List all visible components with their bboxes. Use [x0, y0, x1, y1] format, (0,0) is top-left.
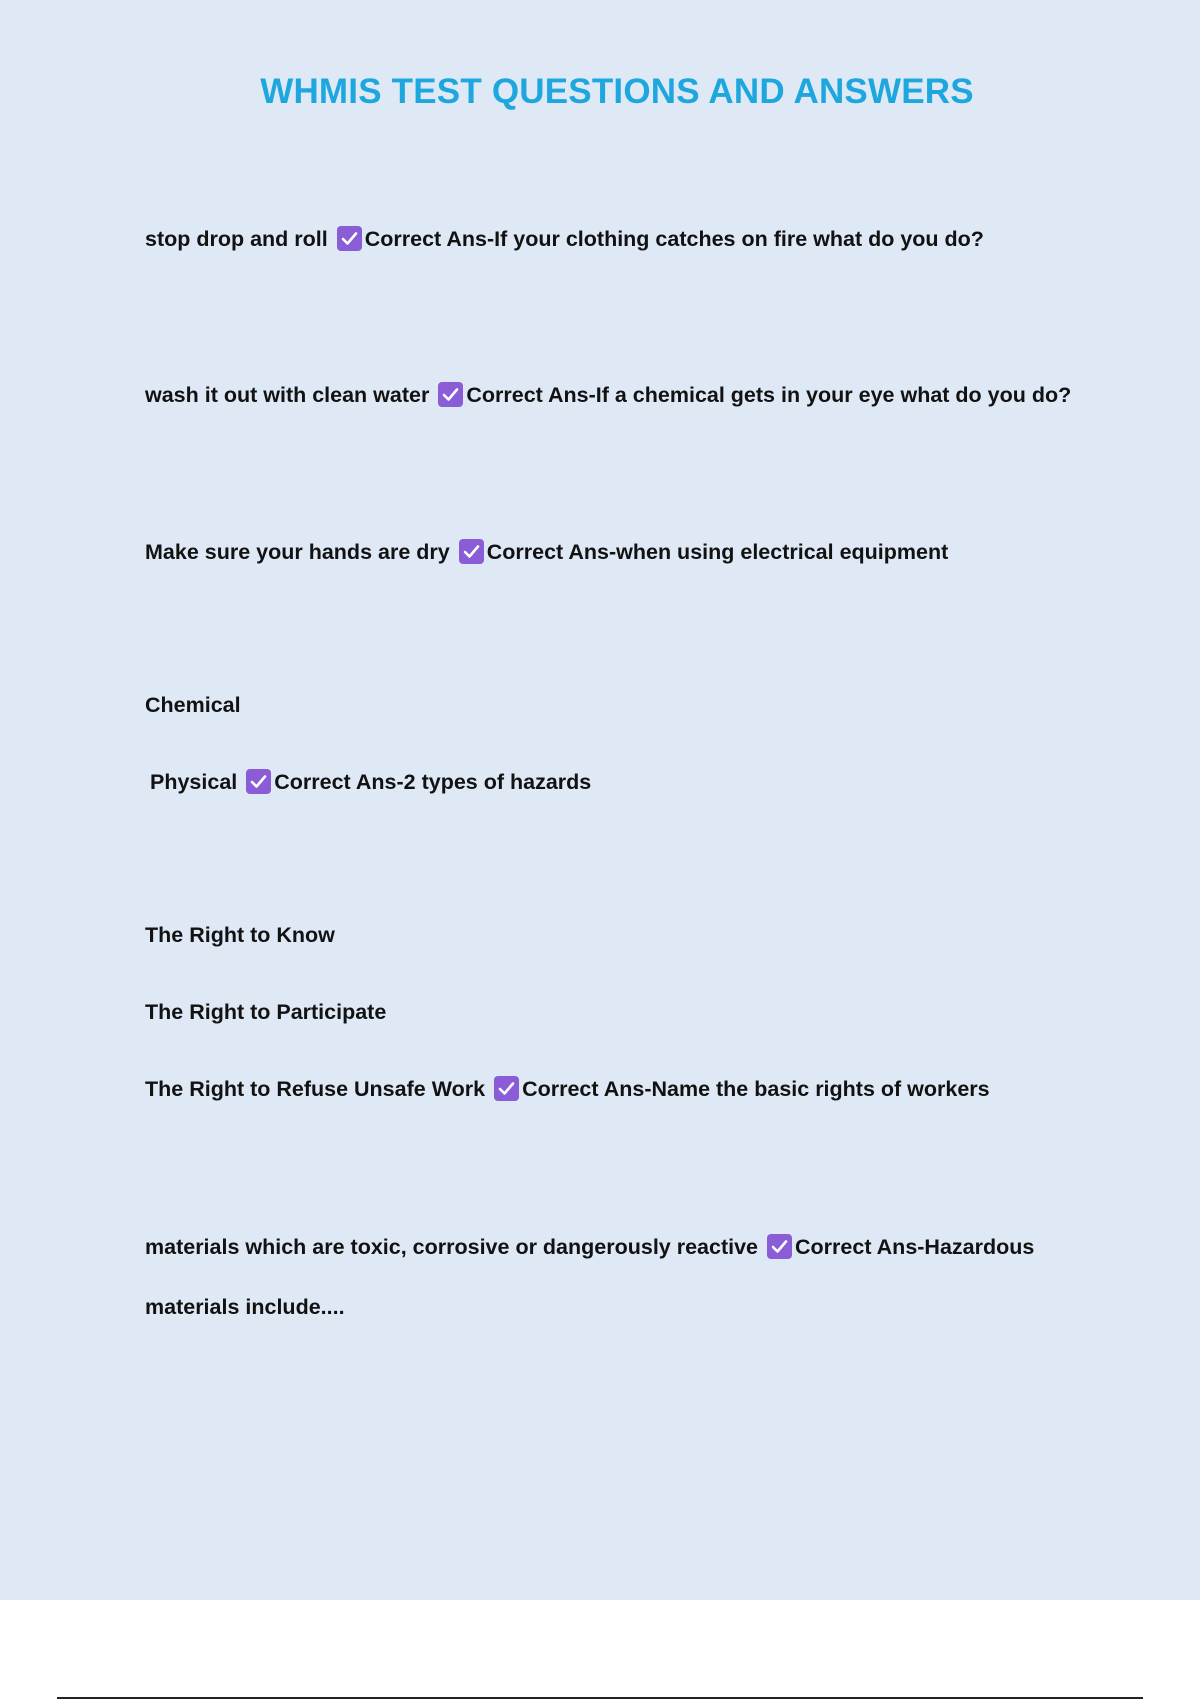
qa-item	[145, 538, 948, 566]
qa-item	[145, 381, 1071, 409]
answer-text: wash it out with clean water	[145, 383, 430, 407]
answer-text: Physical	[150, 770, 238, 794]
answer-text: The Right to Refuse Unsafe Work	[145, 1077, 486, 1101]
answer-line: The Right to Know	[145, 923, 335, 947]
question-text: Correct Ans-If a chemical gets in your eye what do you do?	[466, 383, 1072, 407]
question-continuation: materials include....	[145, 1295, 345, 1319]
checkbox-checked-icon	[767, 1234, 792, 1259]
checkbox-checked-icon	[459, 539, 484, 564]
question-text: Correct Ans-Name the basic rights of workers	[522, 1077, 990, 1101]
question-text: Correct Ans-Hazardous	[795, 1235, 1035, 1259]
answer-text: materials which are toxic, corrosive or dangerously reactive	[145, 1235, 759, 1259]
question-text: Correct Ans-2 types of hazards	[274, 770, 592, 794]
qa-item	[145, 1233, 1034, 1261]
question-text: Correct Ans-If your clothing catches on fire what do you do?	[364, 227, 984, 251]
checkbox-checked-icon	[494, 1076, 519, 1101]
document-title: WHMIS TEST QUESTIONS AND ANSWERS	[260, 72, 974, 111]
checkbox-checked-icon	[438, 382, 463, 407]
qa-item	[145, 225, 984, 253]
qa-item	[150, 768, 591, 796]
footer-divider	[57, 1697, 1143, 1699]
answer-text: stop drop and roll	[145, 227, 328, 251]
checkbox-checked-icon	[246, 769, 271, 794]
answer-line: The Right to Participate	[145, 1000, 387, 1024]
checkbox-checked-icon	[337, 226, 362, 251]
qa-item	[145, 1075, 990, 1103]
answer-line: Chemical	[145, 693, 241, 717]
answer-text: Make sure your hands are dry	[145, 540, 450, 564]
question-text: Correct Ans-when using electrical equipment	[486, 540, 949, 564]
